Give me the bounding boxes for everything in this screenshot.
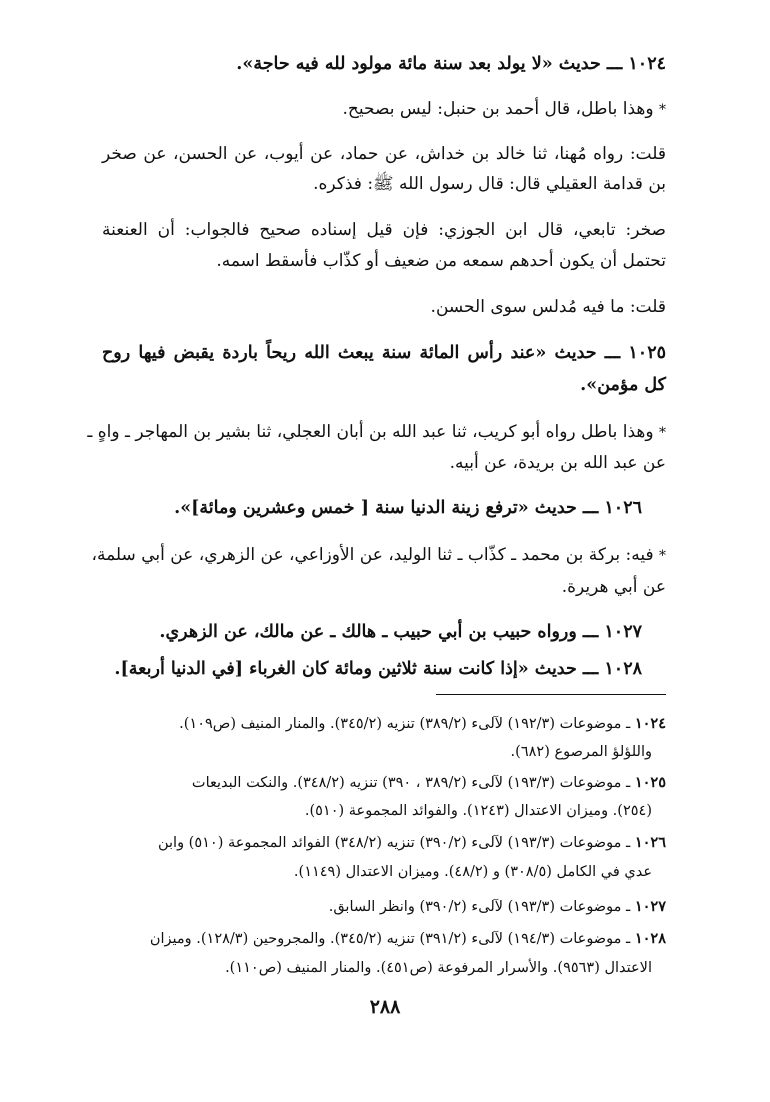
asterisk-icon: * xyxy=(659,102,666,118)
footnote-line: عدي في الكامل (٣٠٨/٥) و (٤٨/٢). وميزان الاعتدال (١١٤٩). xyxy=(293,864,652,880)
paragraph-line xyxy=(91,543,666,568)
footnote-number: ١٠٢٥ xyxy=(634,774,666,791)
footnote-number: ١٠٢٤ xyxy=(634,715,666,732)
page-number: ٢٨٨ xyxy=(369,996,401,1018)
hadith-heading-1025: ١٠٢٥ ـــ حديث «عند رأس المائة سنة يبعث الله ريحاً باردة يقبض فيها روح xyxy=(102,343,666,363)
paragraph-text: فيه: بركة بن محمد ـ كذّاب ـ ثنا الوليد، عن الأوزاعي، عن الزهري، عن أبي سلمة، xyxy=(91,545,654,565)
hadith-heading-1027: ١٠٢٧ ـــ ورواه حبيب بن أبي حبيب ـ هالك ـ عن مالك، عن الزهري. xyxy=(159,622,642,642)
footnote-number: ١٠٢٦ xyxy=(634,834,666,851)
footnote-text: ـ موضوعات (١٩٣/٣) لآلىء (٣٩٠/٢) تنزيه (٣٤٨/٢) الفوائد المجموعة (٥١٠) وابن xyxy=(157,835,631,851)
hadith-heading-1024: ١٠٢٤ ـــ حديث «لا يولد بعد سنة مائة مولود لله فيه حاجة». xyxy=(236,54,666,74)
footnote-text: ـ موضوعات (١٩٣/٣) لآلىء (٣٩٠/٢) وانظر السابق. xyxy=(328,899,631,915)
hadith-heading-1028: ١٠٢٨ ـــ حديث «إذا كانت سنة ثلاثين ومائة كان الغرباء [في الدنيا أربعة]. xyxy=(114,659,642,679)
paragraph-line: بن قدامة العقيلي قال: قال رسول الله ﷺ: فذكره. xyxy=(313,174,666,194)
footnote-1025 xyxy=(102,772,666,794)
footnote-1026 xyxy=(102,832,666,854)
asterisk-icon: * xyxy=(659,548,666,564)
paragraph: قلت: ما فيه مُدلس سوى الحسن. xyxy=(430,297,666,317)
paragraph-text: وهذا باطل رواه أبو كريب، ثنا عبد الله بن أبان العجلي، ثنا بشير بن المهاجر ـ واهٍ ـ xyxy=(87,422,654,442)
hadith-heading-1026: ١٠٢٦ ـــ حديث «ترفع زينة الدنيا سنة [ خمس وعشرين ومائة]». xyxy=(174,498,642,518)
footnote-1024 xyxy=(102,713,666,735)
footnote-line: الاعتدال (٩٥٦٣). والأسرار المرفوعة (ص٤٥١). والمنار المنيف (ص١١٠). xyxy=(225,960,652,976)
footnote-1027 xyxy=(102,896,666,918)
paragraph xyxy=(102,97,666,122)
paragraph-line: قلت: رواه مُهنا، ثنا خالد بن خداش، عن حماد، عن أيوب، عن الحسن، عن صخر xyxy=(102,144,666,164)
footnote-1028 xyxy=(102,928,666,950)
paragraph-line: عن أبي هريرة. xyxy=(561,577,666,597)
footnote-number: ١٠٢٧ xyxy=(634,898,666,915)
paragraph-line xyxy=(87,420,666,445)
footnote-line: واللؤلؤ المرصوع (٦٨٢). xyxy=(510,744,652,760)
asterisk-icon: * xyxy=(659,425,666,441)
footnote-separator xyxy=(436,694,666,695)
paragraph-text: وهذا باطل، قال أحمد بن حنبل: ليس بصحيح. xyxy=(342,99,654,119)
footnote-number: ١٠٢٨ xyxy=(634,930,666,947)
paragraph-line: صخر: تابعي، قال ابن الجوزي: فإن قيل إسناده صحيح فالجواب: أن العنعنة xyxy=(102,220,666,240)
footnote-text: ـ موضوعات (١٩٣/٣) لآلىء (٣٨٩/٢ ، ٣٩٠) تنزيه (٣٤٨/٢). والنكت البديعات xyxy=(191,775,631,791)
paragraph-line: تحتمل أن يكون أحدهم سمعه من ضعيف أو كذّاب فأسقط اسمه. xyxy=(216,251,666,271)
footnote-text: ـ موضوعات (١٩٢/٣) لآلىء (٣٨٩/٢) تنزيه (٣٤٥/٢). والمنار المنيف (ص١٠٩). xyxy=(179,716,631,732)
footnote-line: (٢٥٤). وميزان الاعتدال (١٢٤٣). والفوائد المجموعة (٥١٠). xyxy=(304,803,652,819)
paragraph-line: عن عبد الله بن بريدة، عن أبيه. xyxy=(449,453,666,473)
footnote-text: ـ موضوعات (١٩٤/٣) لآلىء (٣٩١/٢) تنزيه (٣٤٥/٢). والمجروحين (١٢٨/٣). وميزان xyxy=(149,931,631,947)
hadith-heading-1025-cont: كل مؤمن». xyxy=(580,375,666,395)
